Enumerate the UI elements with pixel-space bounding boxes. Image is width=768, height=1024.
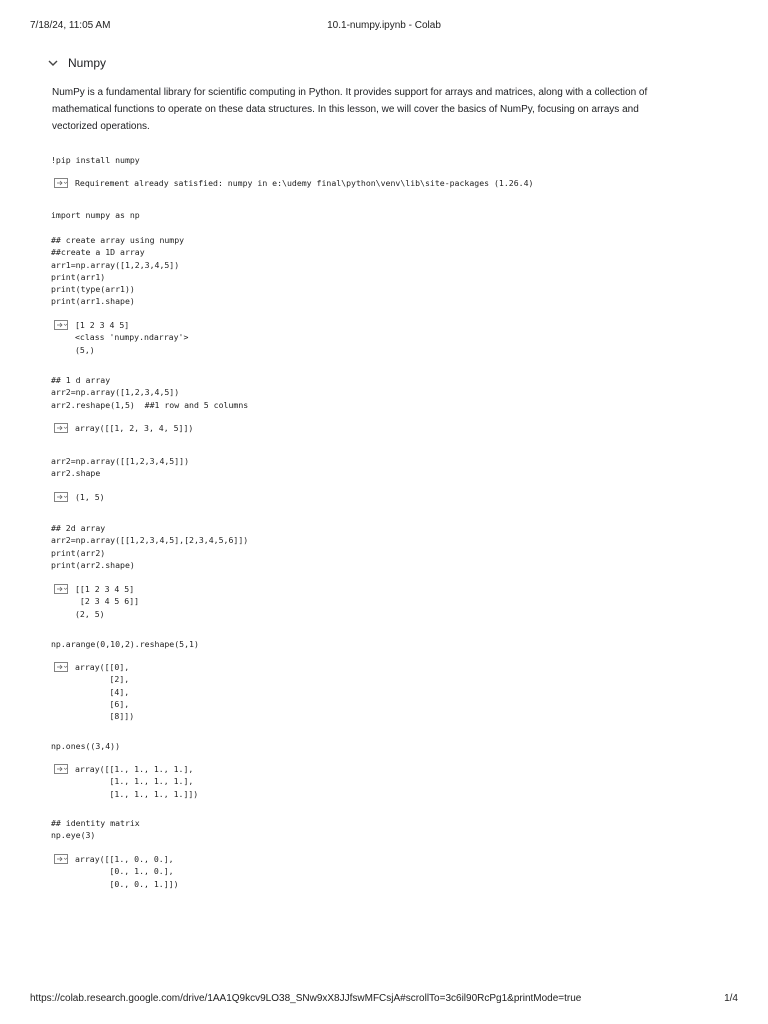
output-text: array([[1., 0., 0.], [0., 1., 0.], [0., 0., 1.]]) [75, 854, 179, 889]
code-cell-ones[interactable]: np.ones((3,4)) [51, 741, 121, 751]
output-text: [[1 2 3 4 5] [2 3 4 5 6]] (2, 5) [75, 584, 140, 619]
cell-output [54, 661, 134, 722]
output-toggle-icon[interactable] [54, 178, 68, 188]
cell-output [54, 319, 188, 356]
output-text: array([[1, 2, 3, 4, 5]]) [75, 423, 194, 433]
output-toggle-icon[interactable] [54, 764, 68, 774]
code-cell-import[interactable]: import numpy as np [51, 210, 140, 220]
code-cell-identity[interactable]: ## identity matrix np.eye(3) [51, 818, 140, 841]
code-cell-reshape[interactable]: ## 1 d array arr2=np.array([1,2,3,4,5]) arr2.reshape(1,5) ##1 row and 5 columns [51, 375, 249, 410]
code-cell-pip-install[interactable]: !pip install numpy [51, 155, 140, 165]
page-number: 1/4 [724, 993, 738, 1004]
output-text: array([[1., 1., 1., 1.], [1., 1., 1., 1.], [1., 1., 1., 1.]]) [75, 764, 199, 799]
output-text: [1 2 3 4 5] <class 'numpy.ndarray'> (5,) [75, 320, 189, 355]
output-toggle-icon[interactable] [54, 662, 68, 672]
section-heading[interactable] [46, 55, 106, 71]
code-cell-2d-array[interactable]: ## 2d array arr2=np.array([[1,2,3,4,5],[2,3,4,5,6]]) print(arr2) print(arr2.shape) [51, 523, 249, 570]
print-page-title: 10.1-numpy.ipynb - Colab [327, 20, 441, 31]
output-toggle-icon[interactable] [54, 492, 68, 502]
print-header [0, 20, 768, 34]
output-toggle-icon[interactable] [54, 854, 68, 864]
cell-output [54, 491, 105, 503]
output-text: Requirement already satisfied: numpy in e:\udemy final\python\venv\lib\site-packages (1.26.4) [75, 178, 534, 188]
output-toggle-icon[interactable] [54, 320, 68, 330]
print-datetime: 7/18/24, 11:05 AM [30, 20, 111, 31]
cell-output [54, 583, 139, 620]
output-text: (1, 5) [75, 492, 105, 502]
cell-output [54, 422, 193, 434]
cell-output [54, 177, 533, 189]
code-cell-arange[interactable]: np.arange(0,10,2).reshape(5,1) [51, 639, 199, 649]
chevron-down-icon[interactable] [46, 56, 60, 70]
output-toggle-icon[interactable] [54, 423, 68, 433]
section-title: Numpy [68, 56, 107, 70]
code-cell-shape[interactable]: arr2=np.array([[1,2,3,4,5]]) arr2.shape [51, 456, 190, 479]
output-toggle-icon[interactable] [54, 584, 68, 594]
cell-output [54, 853, 179, 890]
code-cell-create-array[interactable]: ## create array using numpy ##create a 1D array arr1=np.array([1,2,3,4,5]) print(arr1) print(type(arr1)) print(arr1.shape) [51, 235, 185, 307]
intro-text: NumPy is a fundamental library for scientific computing in Python. It provides support for arrays and matrices, along with a collection of mathematical functions to operate on these data structures. In this lesson, we will cover the basics of NumPy, focusing on arrays and vectorized operations. [52, 87, 648, 132]
output-text: array([[0], [2], [4], [6], [8]]) [75, 662, 135, 722]
print-url: https://colab.research.google.com/drive/1AA1Q9kcv9LO38_SNw9xX8JJfswMFCsjA#scrollTo=3c6il90RcPg1&printMode=true [30, 993, 582, 1004]
cell-output [54, 763, 198, 800]
